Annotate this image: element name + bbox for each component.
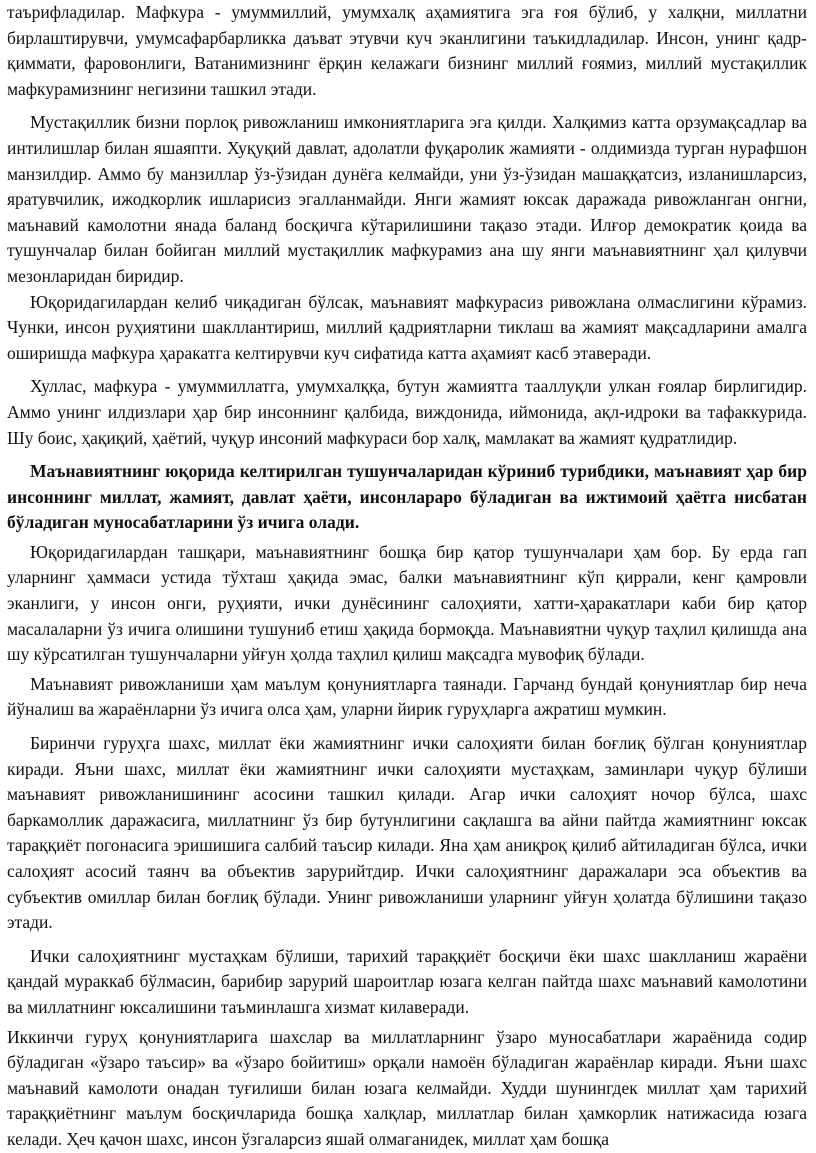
- paragraph-9: Ички салоҳиятнинг мустаҳкам бўлиши, тарихий тараққиёт босқичи ёки шахс шаклланиш жараёни қандай мураккаб бўлмасин, барибир зарурий шароитлар юзага келган пайтда шахс маънавий камолотини ва миллатнинг юксалишини таъминлашга хизмат килаверади.: [7, 945, 807, 1017]
- paragraph-3: Юқоридагилардан келиб чиқадиган бўлсак, маънавият мафкурасиз ривожлана олмаслигини кўрамиз. Чунки, инсон руҳиятини шакллантириш, миллий қадриятларни тиклаш ва жамият мақсадларини амалга оширишда мафкура ҳаракатга келтирувчи куч сифатида катта аҳамият касб этаверади.: [7, 291, 807, 363]
- paragraph-6: Юқоридагилардан ташқари, маънавиятнинг бошқа бир қатор тушунчалари ҳам бор. Бу ерда гап уларнинг ҳаммаси устида тўхташ ҳақида эмас, балки маънавиятнинг кўп қиррали, кенг қамровли эканлиги, у инсон онги, руҳияти, ички дунёсининг салоҳияти, хатти-ҳаракатлари каби бир қатор масалаларни ўз ичига олишини тушуниб етиш ҳақида бормоқда. Маънавиятни чуқур таҳлил қилишда ана шу кўрсатилган тушунчаларни уйғун ҳолда таҳлил қилиш мақсадга мувофиқ бўлади.: [7, 541, 807, 665]
- bold-paragraph: Маънавиятнинг юқорида келтирилган тушунчаларидан кўриниб турибдики, маънавият ҳар бир инсоннинг миллат, жамият, давлат ҳаёти, инсонлараро бўладиган ва ижтимоий ҳаётга нисбатан бўладиган муносабатларини ўз ичига олади.: [7, 461, 807, 533]
- paragraph-4: Хуллас, мафкура - умуммиллатга, умумхалққа, бутун жамиятга тааллуқли улкан ғоялар бирлигидир. Аммо унинг илдизлари ҳар бир инсоннинг қалбида, виждонида, иймонида, ақл-идроки ва тафаккурида. Шу боис, ҳақиқий, ҳаётий, чуқур инсоний мафкураси бор халқ, мамлакат ва жамият қудратлидир.: [7, 376, 807, 448]
- paragraph-2: Мустақиллик бизни порлоқ ривожланиш имкониятларига эга қилди. Халқимиз катта орзумақсадлар ва интилишлар билан яшаяпти. Хуқуқий давлат, адолатли фуқаролик жамияти - олдимизда турган нурафшон манзилдир. Аммо бу манзиллар ўз-ўзидан дунёга келмайди, уни ўз-ўзидан машаққатсиз, изланишларсиз, яратувчилик, ижодкорлик ишларисиз эгалланмайди. Янги жамият юксак даражада ривожланган онгни, маънавий камолотни янада баланд босқичга кўтарилишини тақазо этади. Илғор демократик қоида ва тушунчалар билан бойиган миллий мустақиллик мафкурамиз ана шу янги маънавиятнинг ҳал қилувчи мезонларидан биридир.: [7, 112, 807, 286]
- paragraph-10: Иккинчи гуруҳ қонуниятларига шахслар ва миллатларнинг ўзаро муносабатлари жараёнида содир бўладиган «ўзаро таъсир» ва «ўзаро бойитиш» орқали намоён бўладиган жараёнлар киради. Яъни шахс маънавий камолоти онадан туғилиши билан юзага келмайди. Худди шунингдек миллат ҳам тарихий тараққиётнинг маълум босқичларида бошқа халқлар, миллатлар билан ҳамкорлик натижасида юзага келади. Ҳеч қачон шахс, инсон ўзгаларсиз яшай олмаганидек, миллат ҳам бошқа: [7, 1026, 807, 1149]
- paragraph-8: Биринчи гуруҳга шахс, миллат ёки жамиятнинг ички салоҳияти билан боғлиқ бўлган қонуниятлар киради. Яъни шахс, миллат ёки жамиятнинг ички салоҳияти мустаҳкам, заминлари чуқур бўлиши маънавият ривожланишининг асосини ташкил қилади. Агар ички салоҳият ночор бўлса, шахс баркамоллик даражасига, миллатнинг ўз бир бутунлигини сақлашга ва айни пайтда жамиятнинг юксак тараққиёт погонасига эришишига салбий таъсир килади. Яна ҳам аниқроқ қилиб айтиладиган бўлса, ички салоҳият асосий таянч ва объектив зарурийтдир. Ички салоҳиятнинг даражалари эса объектив ва субъектив омиллар билан боғлиқ бўлади. Унинг ривожланиши уларнинг уйғун ҳолатда бўлишини тақазо этади.: [7, 733, 807, 933]
- paragraph-7: Маънавият ривожланиши ҳам маълум қонуниятларга таянади. Гарчанд бундай қонуниятлар бир неча йўналиш ва жараёнларни ўз ичига олса ҳам, уларни йирик гуруҳларга ажратиш мумкин.: [7, 673, 807, 720]
- paragraph-1: таърифладилар. Мафкура - умуммиллий, умумхалқ аҳамиятига эга ғоя бўлиб, у халқни, миллатни бирлаштирувчи, умумсафарбарликка даъват этувчи куч эканлигини таъкидладилар. Инсон, унинг қадр-қиммати, фаровонлиги, Ватанимизнинг ёрқин келажаги бизнинг миллий ғоямиз, миллий мустақиллик мафкурамизнинг негизини ташкил этади.: [7, 2, 807, 99]
